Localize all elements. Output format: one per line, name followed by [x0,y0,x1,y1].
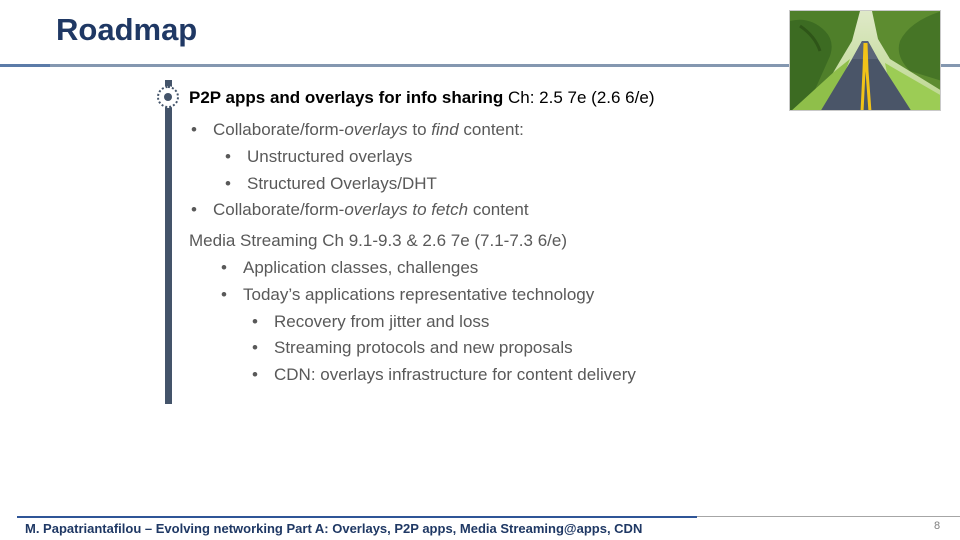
section2-item2: • Today’s applications representative technology [221,285,595,304]
bullet-icon: • [225,147,231,166]
section1-heading: P2P apps and overlays for info sharing Ch: 2.5 7e (2.6 6/e) [189,88,655,107]
section1-sub1: • Unstructured overlays [225,147,413,166]
bullet-icon: • [221,258,227,277]
bullet-icon: • [191,120,197,139]
road-photo [789,10,941,111]
title-rule-left [0,64,50,67]
footer-text: M. Papatriantafilou – Evolving networking Part A: Overlays, P2P apps, Media Streaming@apps, CDN [25,521,643,536]
section2-sub1: • Recovery from jitter and loss [252,312,490,331]
section2-sub3: • CDN: overlays infrastructure for content delivery [252,365,636,384]
bullet-icon: • [225,174,231,193]
section1-sub2: • Structured Overlays/DHT [225,174,437,193]
footer-rule [17,516,697,518]
bullet-icon: • [252,365,258,384]
timeline-bar [165,80,172,404]
page-number: 8 [934,520,941,532]
bullet-icon: • [221,285,227,304]
section1-item1: • Collaborate/form-overlays to find content: [191,120,524,139]
bullet-icon: • [252,312,258,331]
timeline-marker-icon [157,86,179,108]
bullet-icon: • [252,338,258,357]
road-illustration [790,11,941,111]
footer-rule-right [697,516,960,517]
section1-item2: • Collaborate/form-overlays to fetch content [191,200,529,219]
slide-title: Roadmap [56,12,198,47]
section2-sub2: • Streaming protocols and new proposals [252,338,573,357]
section2-heading: Media Streaming Ch 9.1-9.3 & 2.6 7e (7.1-7.3 6/e) [189,231,567,250]
section2-item1: • Application classes, challenges [221,258,479,277]
bullet-icon: • [191,200,197,219]
